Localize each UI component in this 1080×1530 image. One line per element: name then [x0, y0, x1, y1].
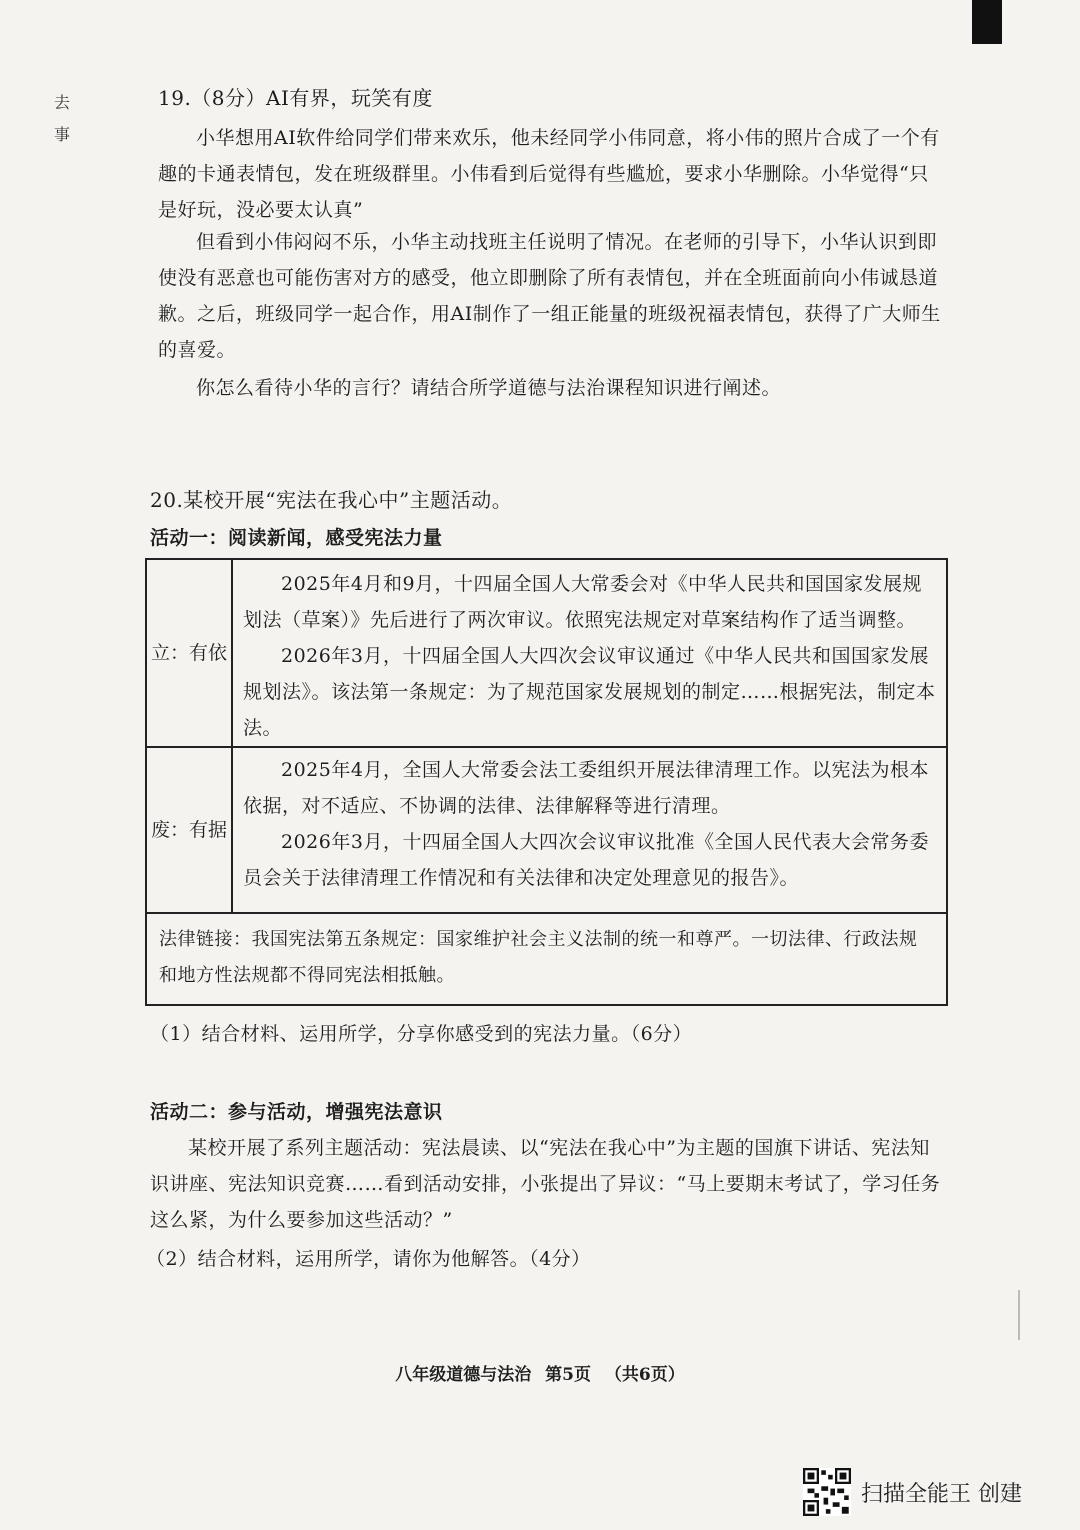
law-link: [147, 914, 946, 1002]
activity-1-title: 活动一：阅读新闻，感受宪法力量: [150, 527, 443, 549]
question-20-sub-2: （2）结合材料，运用所学，请你为他解答。（4分）: [146, 1248, 591, 1270]
law-link-text: 法律链接：我国宪法第五条规定：国家维护社会主义法制的统一和尊严。一切法律、行政法规和地方性法规都不得同宪法相抵触。: [159, 929, 918, 986]
repeal-paragraph-1: 2025年4月，全国人大常委会法工委组织开展法律清理工作。以宪法为根本依据，对不适应、不协调的法律、法律解释等进行清理。: [243, 759, 929, 817]
row-label-enact: 立：有依: [147, 560, 233, 746]
repeal-paragraph-2: 2026年3月，十四届全国人大四次会议审议批准《全国人民代表大会常务委员会关于法律清理工作情况和有关法律和决定处理意见的报告》。: [243, 831, 929, 889]
activity-2-paragraph: 某校开展了系列主题活动：宪法晨读、以“宪法在我心中”为主题的国旗下讲话、宪法知识讲座、宪法知识竞赛……看到活动安排，小张提出了异议：“马上要期末考试了，学习任务这么紧，为什么要参加这些活动？”: [150, 1137, 941, 1231]
question-19-paragraph-2: 但看到小伟闷闷不乐，小华主动找班主任说明了情况。在老师的引导下，小华认识到即使没有恶意也可能伤害对方的感受，他立即删除了所有表情包，并在全班面前向小伟诚恳道歉。之后，班级同学一起合作，用AI制作了一组正能量的班级祝福表情包，获得了广大师生的喜爱。: [158, 231, 941, 361]
question-20-sub-1: （1）结合材料、运用所学，分享你感受到的宪法力量。（6分）: [150, 1023, 693, 1045]
enact-paragraph-1: 2025年4月和9月，十四届全国人大常委会对《中华人民共和国国家发展规划法（草案）》先后进行了两次审议。依照宪法规定对草案结构作了适当调整。: [243, 573, 923, 631]
row-content-repeal: [233, 746, 946, 914]
question-20-title: 20.某校开展“宪法在我心中”主题活动。: [150, 488, 513, 512]
row-label-repeal: 废：有据: [147, 746, 233, 914]
scanner-watermark-text: 扫描全能王 创建: [861, 1481, 1022, 1507]
qr-code-icon: [803, 1468, 851, 1516]
activity-2-title: 活动二：参与活动，增强宪法意识: [150, 1101, 443, 1123]
scan-artifact-line: [1018, 1290, 1020, 1340]
enact-paragraph-2: 2026年3月，十四届全国人大四次会议审议通过《中华人民共和国国家发展规划法》。该法第一条规定：为了规范国家发展规划的制定……根据宪法，制定本法。: [243, 645, 936, 739]
question-19-title: 19.（8分）AI有界，玩笑有度: [158, 86, 433, 110]
page-footer: 八年级道德与法治 第5页 （共6页）: [395, 1365, 685, 1385]
row-content-enact: [233, 560, 946, 746]
news-material-box: [145, 558, 948, 1006]
scan-edge-shadow: [972, 0, 1002, 44]
scanner-watermark: [803, 1472, 1022, 1512]
margin-mark-2: 事: [54, 125, 71, 144]
question-19-prompt: 你怎么看待小华的言行？请结合所学道德与法治课程知识进行阐述。: [196, 377, 782, 399]
question-19-paragraph-1: 小华想用AI软件给同学们带来欢乐，他未经同学小伟同意，将小伟的照片合成了一个有趣的卡通表情包，发在班级群里。小伟看到后觉得有些尴尬，要求小华删除。小华觉得“只是好玩，没必要太认真”: [158, 127, 940, 221]
margin-mark-1: 去: [54, 93, 71, 112]
